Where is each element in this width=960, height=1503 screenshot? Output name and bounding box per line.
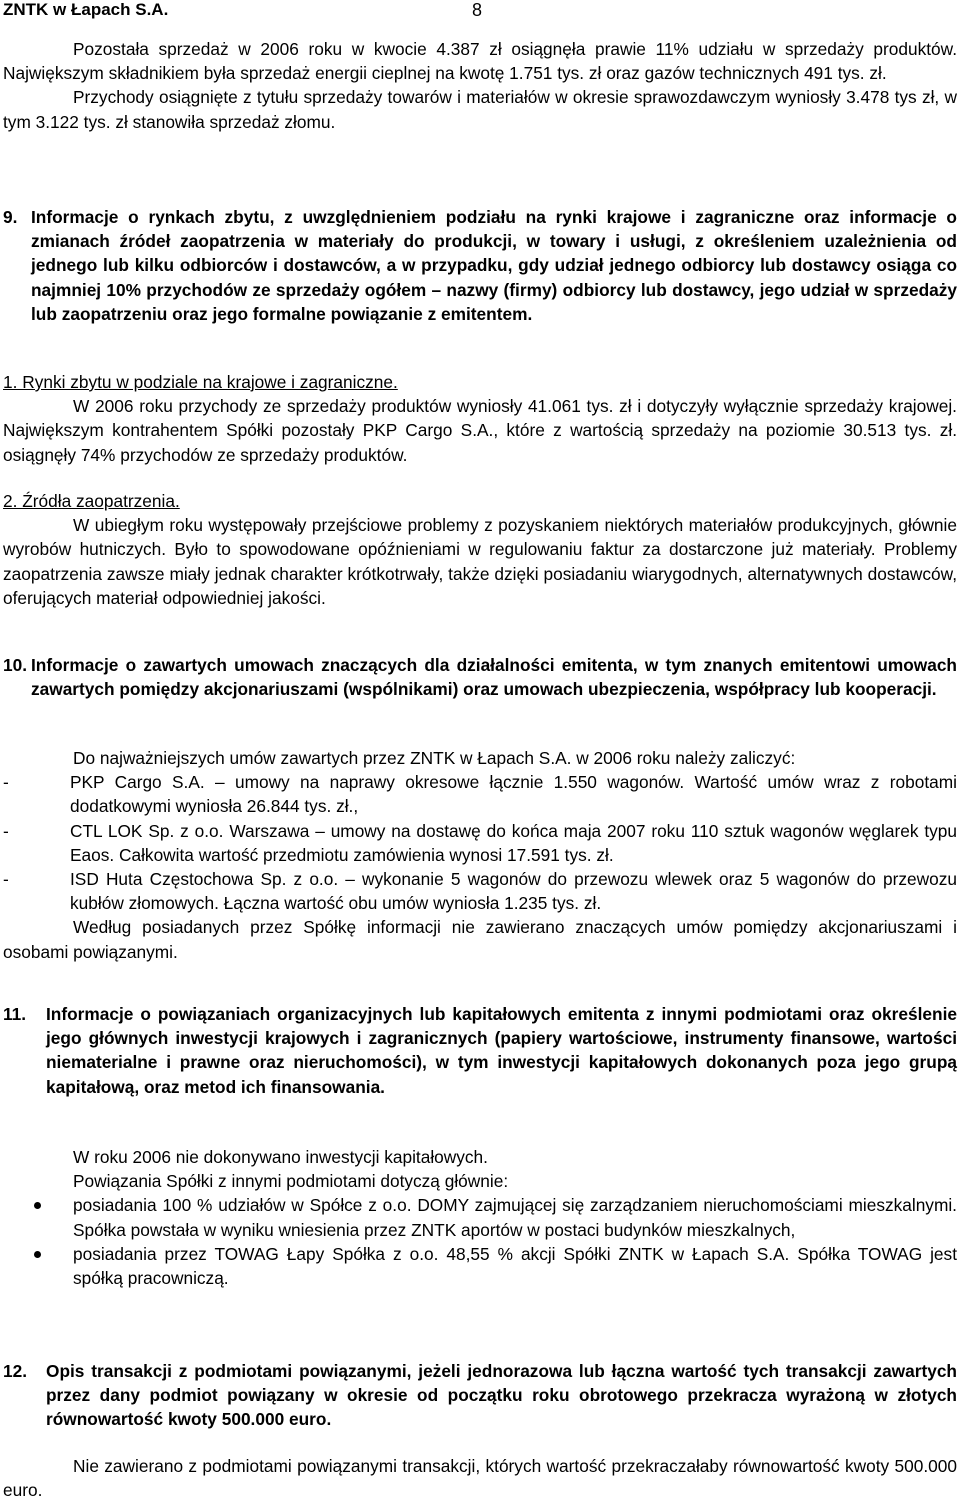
contract-item-1 xyxy=(3,770,957,818)
section-9-heading-text: Informacje o rynkach zbytu, z uwzględnieniem podziału na rynki krajowe i zagraniczne oraz informacje o zmianach źródeł zaopatrzenia w materiały do produkcji, w towary i usługi, z określeniem uzależnienia od jednego lub kilku odbiorców i dostawców, a w przypadku, gdy udział jednego odbiorcy lub dostawcy osiąga co najmniej 10% przychodów ze sprzedaży ogółem – nazwy (firmy) odbiorcy lub dostawcy, jego udział w sprzedaży lub zaopatrzeniu oraz jego formalne powiązanie z emitentem. xyxy=(31,207,957,324)
contract-item-2-text: CTL LOK Sp. z o.o. Warszawa – umowy na dostawę do końca maja 2007 roku 110 sztuk wagonów węglarek typu Eaos. Całkowita wartość przedmiotu zamówienia wynosi 17.591 tys. zł. xyxy=(70,820,957,865)
section-10-heading xyxy=(3,653,957,701)
company-header: ZNTK w Łapach S.A. xyxy=(3,0,169,19)
sub-1-title: 1. Rynki zbytu w podziale na krajowe i zagraniczne. xyxy=(3,372,398,392)
intro-section xyxy=(3,37,957,134)
section-11-number: 11. xyxy=(3,1004,27,1024)
section-9 xyxy=(3,205,957,326)
section-11-heading xyxy=(3,1002,957,1099)
contract-item-1-text: PKP Cargo S.A. – umowy na naprawy okresowe łącznie 1.550 wagonów. Wartość umów wraz z robotami dodatkowymi wyniosła 26.844 tys. zł., xyxy=(70,772,957,817)
section-12-body xyxy=(3,1454,957,1502)
section-11-body xyxy=(3,1145,957,1290)
section-10-number: 10. xyxy=(3,655,28,675)
relation-item-2-text: posiadania przez TOWAG Łapy Spółka z o.o. 48,55 % akcji Spółki ZNTK w Łapach S.A. Spółka TOWAG jest spółką pracowniczą. xyxy=(73,1243,957,1289)
section-11 xyxy=(3,1002,957,1099)
sub-1-text: W 2006 roku przychody ze sprzedaży produktów wyniosły 41.061 tys. zł i dotyczyły wyłącznie sprzedaży krajowej. Największym kontrahentem Spółki pozostały PKP Cargo S.A., które z wartością sprzedaży na poziomie 30.513 tys. zł. osiągnęły 74% przychodów ze sprzedaży produktów. xyxy=(3,396,957,465)
relation-item-1 xyxy=(3,1193,957,1241)
section-9-sub-2 xyxy=(3,489,957,610)
intro-paragraph-1: Pozostała sprzedaż w 2006 roku w kwocie 4.387 zł osiągnęła prawie 11% udziału w sprzedaży produktów. Największym składnikiem była sprzedaż energii cieplnej na kwotę 1.751 tys. zł oraz gazów technicznych 491 tys. zł. xyxy=(3,39,957,84)
section-10-lead: Do najważniejszych umów zawartych przez ZNTK w Łapach S.A. w 2006 roku należy zaliczyć: xyxy=(73,748,796,768)
bullet-icon xyxy=(34,1202,41,1209)
contract-item-3-text: ISD Huta Częstochowa Sp. z o.o. – wykonanie 5 wagonów do przewozu wlewek oraz 5 wagonów do przewozu kubłów złomowych. Łączna wartość obu umów wyniosła 1.235 tys. zł. xyxy=(70,869,957,914)
section-11-line-1: W roku 2006 nie dokonywano inwestycji kapitałowych. xyxy=(73,1147,488,1167)
section-12-heading-text: Opis transakcji z podmiotami powiązanymi, jeżeli jednorazowa lub łączna wartość tych transakcji zawartych przez dany podmiot powiązany w okresie od początku roku obrotowego przekracza wyrażoną w złotych równowartość kwoty 500.000 euro. xyxy=(46,1361,957,1430)
section-12 xyxy=(3,1359,957,1432)
section-9-number: 9. xyxy=(3,207,18,227)
section-11-heading-text: Informacje o powiązaniach organizacyjnych lub kapitałowych emitenta z innymi podmiotami oraz określenie jego głównych inwestycji krajowych i zagranicznych (papiery wartościowe, instrumenty finansowe, wartości niematerialne i prawne oraz nieruchomości), w tym inwestycji kapitałowych dokonanych poza jego grupą kapitałową, oraz metod ich finansowania. xyxy=(46,1004,957,1097)
sub-2-title: 2. Źródła zaopatrzenia. xyxy=(3,491,180,511)
sub-2-text: W ubiegłym roku występowały przejściowe problemy z pozyskaniem niektórych materiałów produkcyjnych, głównie wyrobów hutniczych. Było to spowodowane opóźnieniami w regulowaniu faktur za dostarczone już materiały. Problemy zaopatrzenia zawsze miały jednak charakter krótkotrwały, także dzięki posiadaniu wiarygodnych, alternatywnych dostawców, oferujących materiał odpowiedniej jakości. xyxy=(3,515,957,608)
page-number: 8 xyxy=(472,0,483,20)
dash-marker: - xyxy=(3,820,9,841)
section-10-closing: Według posiadanych przez Spółkę informacji nie zawierano znaczących umów pomiędzy akcjonariuszami i osobami powiązanymi. xyxy=(3,917,957,962)
section-11-line-2: Powiązania Spółki z innymi podmiotami dotyczą głównie: xyxy=(73,1171,509,1192)
contract-item-2 xyxy=(3,819,957,867)
section-9-heading xyxy=(3,205,957,326)
dash-marker: - xyxy=(3,772,9,793)
section-12-text: Nie zawierano z podmiotami powiązanymi transakcji, których wartość przekraczałaby równowartość kwoty 500.000 euro. xyxy=(3,1456,957,1501)
bullet-icon xyxy=(34,1251,41,1258)
section-12-heading xyxy=(3,1359,957,1432)
section-10 xyxy=(3,653,957,701)
section-10-body xyxy=(3,746,957,964)
section-10-heading-text: Informacje o zawartych umowach znaczących dla działalności emitenta, w tym znanych emitentowi umowach zawartych pomiędzy akcjonariuszami (wspólnikami) oraz umowach ubezpieczenia, współpracy lub kooperacji. xyxy=(31,655,957,700)
contract-item-3 xyxy=(3,867,957,915)
relation-item-1-text: posiadania 100 % udziałów w Spółce z o.o. DOMY zajmującej się zarządzaniem nieruchomościami mieszkalnymi. Spółka powstała w wyniku wniesienia przez ZNTK aportów w postaci budynków mieszkalnych, xyxy=(73,1195,957,1240)
dash-marker: - xyxy=(3,869,9,890)
section-12-number: 12. xyxy=(3,1361,28,1381)
intro-paragraph-2: Przychody osiągnięte z tytułu sprzedaży towarów i materiałów w okresie sprawozdawczym wyniosły 3.478 tys zł, w tym 3.122 tys. zł stanowiła sprzedaż złomu. xyxy=(3,87,957,132)
section-9-sub-1 xyxy=(3,370,957,467)
relation-item-2 xyxy=(3,1242,957,1290)
